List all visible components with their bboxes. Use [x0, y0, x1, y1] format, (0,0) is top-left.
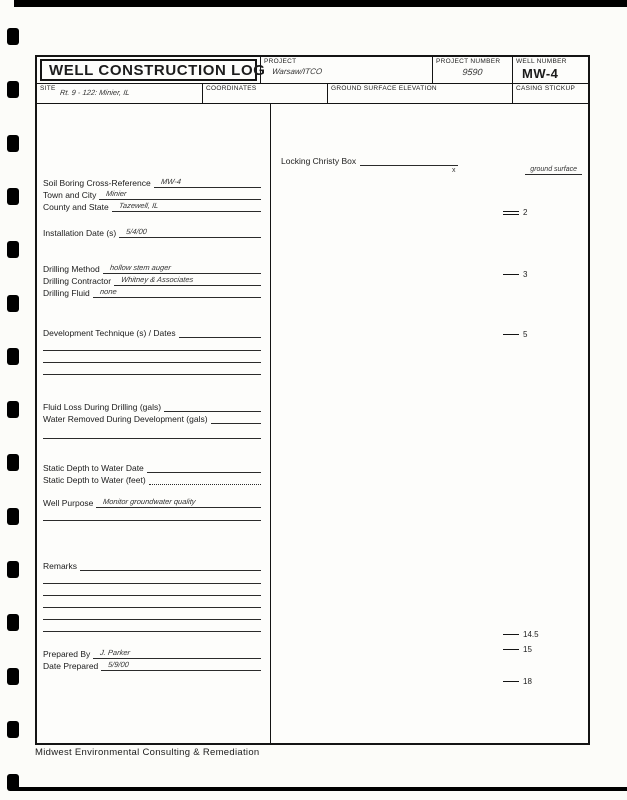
- field-water-removed: [43, 412, 261, 424]
- well-construction-log-form: [35, 55, 590, 745]
- christy-box-leader-line: [360, 157, 458, 166]
- field-label: Remarks: [43, 561, 78, 571]
- field-value: Monitor groundwater quality: [102, 497, 197, 506]
- binding-hole: [7, 348, 19, 365]
- field-label: Well Purpose: [43, 498, 94, 508]
- field-line: [99, 189, 261, 200]
- depth-marker: [503, 677, 532, 686]
- field-static-depth-date: [43, 461, 261, 473]
- field-static-depth-feet: [43, 473, 261, 485]
- blank-line: [43, 350, 261, 351]
- depth-value: 2: [523, 208, 528, 217]
- project-label: PROJECT: [264, 58, 297, 65]
- x-mark: x: [452, 167, 456, 174]
- depth-tick: [503, 634, 519, 635]
- depth-tick: [503, 274, 519, 275]
- project-value: Warsaw/ITCO: [271, 67, 323, 76]
- header-row-2: [37, 84, 588, 104]
- well-number-label: WELL NUMBER: [516, 58, 567, 65]
- field-value: MW-4: [160, 177, 182, 186]
- binding-hole: [7, 508, 19, 525]
- field-line: [112, 201, 261, 212]
- field-label: Drilling Method: [43, 264, 100, 274]
- site-value: Rt. 9 - 122: Minier, IL: [59, 88, 130, 97]
- field-well-purpose: [43, 496, 261, 508]
- depth-tick: [503, 334, 519, 335]
- field-soil-boring: [43, 176, 261, 188]
- field-line: [93, 287, 261, 298]
- field-drilling-fluid: [43, 286, 261, 298]
- field-label: Development Technique (s) / Dates: [43, 328, 176, 338]
- blank-line: [43, 619, 261, 620]
- field-value: 5/4/00: [125, 227, 148, 236]
- scan-edge-top: [14, 0, 627, 7]
- field-drilling-contractor: [43, 274, 261, 286]
- well-number-value: MW-4: [522, 66, 559, 81]
- field-town-city: [43, 188, 261, 200]
- depth-value: 18: [523, 677, 532, 686]
- field-label: County and State: [43, 202, 109, 212]
- field-remarks: [43, 559, 261, 571]
- title-cell: [37, 57, 266, 83]
- depth-marker: [503, 645, 532, 654]
- binding-hole: [7, 135, 19, 152]
- blank-line: [43, 438, 261, 439]
- coordinates-cell: [202, 84, 327, 103]
- binding-hole: [7, 28, 19, 45]
- depth-marker: [503, 330, 527, 339]
- blank-line: [43, 374, 261, 375]
- blank-line: [43, 520, 261, 521]
- field-label: Installation Date (s): [43, 228, 117, 238]
- field-fluid-loss: [43, 400, 261, 412]
- field-line: [211, 414, 261, 424]
- field-line: [103, 263, 261, 274]
- field-label: Date Prepared: [43, 661, 99, 671]
- binding-hole: [7, 188, 19, 205]
- field-label: Static Depth to Water (feet): [43, 475, 146, 485]
- binding-hole: [7, 614, 19, 631]
- field-line: [93, 648, 261, 659]
- field-label: Drilling Contractor: [43, 276, 112, 286]
- field-value: Tazewell, IL: [118, 201, 159, 210]
- ground-surface-elevation-cell: [327, 84, 512, 103]
- field-installation-date: [43, 226, 261, 238]
- title-box: [40, 59, 266, 81]
- field-development-technique: [43, 326, 261, 338]
- scan-edge-bottom: [14, 787, 627, 791]
- field-prepared-by: [43, 647, 261, 659]
- blank-line: [43, 607, 261, 608]
- well-diagram-column: [270, 104, 588, 743]
- binding-hole: [7, 774, 19, 791]
- project-cell: [260, 57, 432, 83]
- binding-hole: [7, 81, 19, 98]
- casing-stickup-cell: [512, 84, 588, 103]
- binding-hole: [7, 668, 19, 685]
- depth-value: 5: [523, 330, 528, 339]
- field-value: Minier: [105, 189, 128, 198]
- page-title: WELL CONSTRUCTION LOG: [49, 61, 266, 79]
- field-label: Soil Boring Cross-Reference: [43, 178, 151, 188]
- binding-hole: [7, 454, 19, 471]
- coordinates-label: COORDINATES: [206, 85, 257, 92]
- binding-hole: [7, 561, 19, 578]
- field-value: 5/9/00: [107, 660, 130, 669]
- ground-surface-elevation-label: GROUND SURFACE ELEVATION: [331, 85, 437, 92]
- field-value: Whitney & Associates: [120, 275, 194, 284]
- field-county-state: [43, 200, 261, 212]
- blank-line: [43, 362, 261, 363]
- field-line: [164, 402, 261, 412]
- casing-stickup-label: CASING STICKUP: [516, 85, 576, 92]
- depth-tick: [503, 649, 519, 650]
- depth-marker: [503, 270, 527, 279]
- field-line: [149, 475, 261, 485]
- depth-value: 3: [523, 270, 528, 279]
- well-number-cell: [512, 57, 588, 83]
- header-row-1: [37, 57, 588, 84]
- field-line: [101, 660, 261, 671]
- field-line: [147, 463, 261, 473]
- field-drilling-method: [43, 262, 261, 274]
- binding-hole: [7, 401, 19, 418]
- field-value: J. Parker: [99, 648, 131, 657]
- form-fields-column: [37, 104, 270, 743]
- site-cell: [37, 84, 202, 103]
- company-footer: Midwest Environmental Consulting & Remediation: [35, 747, 260, 758]
- christy-box-label: Locking Christy Box: [281, 156, 357, 166]
- field-label: Town and City: [43, 190, 97, 200]
- field-label: Fluid Loss During Drilling (gals): [43, 402, 162, 412]
- blank-line: [43, 631, 261, 632]
- site-label: SITE: [40, 85, 56, 92]
- blank-line: [43, 595, 261, 596]
- project-number-cell: [432, 57, 512, 83]
- depth-value: 15: [523, 645, 532, 654]
- field-label: Drilling Fluid: [43, 288, 90, 298]
- field-label: Water Removed During Development (gals): [43, 414, 208, 424]
- depth-value: 14.5: [523, 630, 539, 639]
- field-value: hollow stem auger: [109, 263, 172, 272]
- field-label: Prepared By: [43, 649, 91, 659]
- field-value: none: [99, 287, 118, 296]
- ground-surface-label: ground surface: [525, 166, 582, 175]
- field-line: [114, 275, 261, 286]
- field-line: [80, 561, 261, 571]
- field-label: Static Depth to Water Date: [43, 463, 144, 473]
- field-line: [119, 227, 261, 238]
- binding-hole: [7, 241, 19, 258]
- binding-hole: [7, 721, 19, 738]
- field-date-prepared: [43, 659, 261, 671]
- field-line: [179, 328, 261, 338]
- field-line: [96, 497, 261, 508]
- field-line: [154, 177, 261, 188]
- binding-hole: [7, 295, 19, 312]
- blank-line: [43, 583, 261, 584]
- project-number-label: PROJECT NUMBER: [436, 58, 501, 65]
- depth-tick: [503, 211, 519, 215]
- christy-box-callout: [281, 154, 458, 166]
- depth-marker: [503, 208, 527, 217]
- depth-tick: [503, 681, 519, 682]
- depth-marker: [503, 630, 539, 639]
- form-body: [37, 104, 588, 743]
- project-number-value: 9590: [461, 67, 484, 77]
